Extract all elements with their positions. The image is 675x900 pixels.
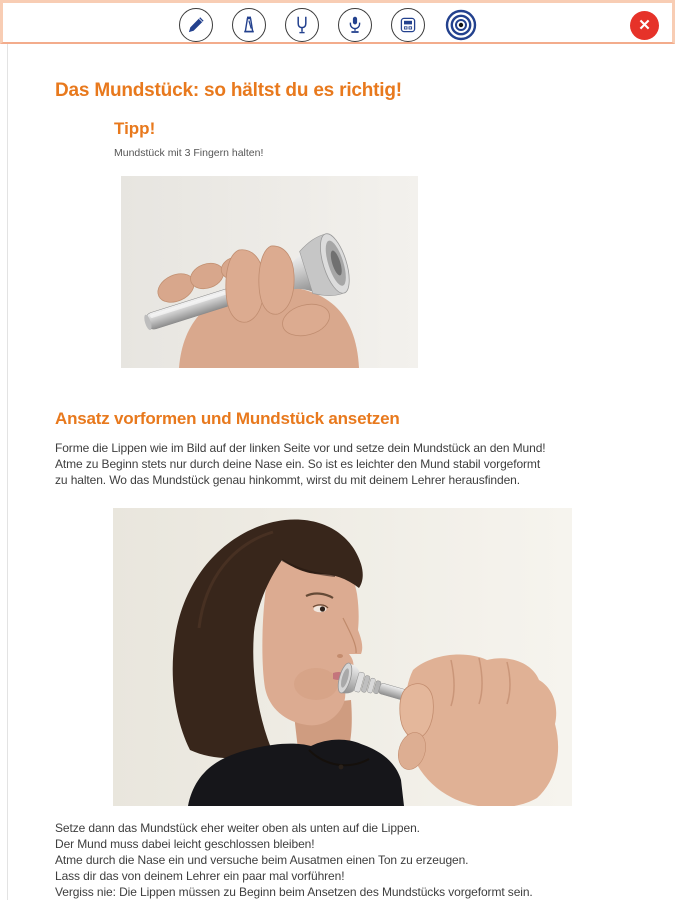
metronome-icon[interactable] bbox=[232, 8, 266, 42]
tip-heading: Tipp! bbox=[114, 119, 156, 138]
target-icon[interactable] bbox=[444, 8, 478, 42]
microphone-icon[interactable] bbox=[338, 8, 372, 42]
top-toolbar bbox=[0, 0, 675, 44]
close-icon: ✕ bbox=[638, 17, 651, 34]
section-heading: Ansatz vorformen und Mundstück ansetzen bbox=[55, 409, 400, 428]
closing-line: Setze dann das Mundstück eher weiter oben als unten auf die Lippen. bbox=[55, 821, 420, 835]
mouthpiece-hand-photo bbox=[121, 176, 418, 368]
closing-line: Der Mund muss dabei leicht geschlossen bleiben! bbox=[55, 837, 315, 851]
paragraph-line: zu halten. Wo das Mundstück genau hinkommt, wirst du mit deinem Lehrer herausfinden. bbox=[55, 473, 520, 487]
closing-line: Atme durch die Nase ein und versuche beim Ausatmen einen Ton zu erzeugen. bbox=[55, 853, 469, 867]
page-title: Das Mundstück: so hältst du es richtig! bbox=[55, 80, 402, 101]
tuner-device-icon[interactable] bbox=[391, 8, 425, 42]
paragraph-line: Forme die Lippen wie im Bild auf der linken Seite vor und setze dein Mundstück an den Mund! bbox=[55, 441, 546, 455]
closing-line: Vergiss nie: Die Lippen müssen zu Beginn beim Ansetzen des Mundstücks vorgeformt sein. bbox=[55, 885, 533, 899]
child-playing-photo bbox=[113, 508, 572, 806]
pencil-icon[interactable] bbox=[179, 8, 213, 42]
closing-line: Lass dir das von deinem Lehrer ein paar mal vorführen! bbox=[55, 869, 345, 883]
tool-group bbox=[179, 8, 478, 42]
close-button[interactable] bbox=[630, 11, 659, 40]
section-paragraph bbox=[55, 440, 546, 488]
paragraph-line: Atme zu Beginn stets nur durch deine Nase ein. So ist es leichter den Mund stabil vorgeformt bbox=[55, 457, 541, 471]
tuning-fork-icon[interactable] bbox=[285, 8, 319, 42]
closing-paragraph bbox=[55, 820, 533, 900]
tip-text: Mundstück mit 3 Fingern halten! bbox=[114, 147, 264, 159]
page-edge-line bbox=[7, 44, 8, 900]
